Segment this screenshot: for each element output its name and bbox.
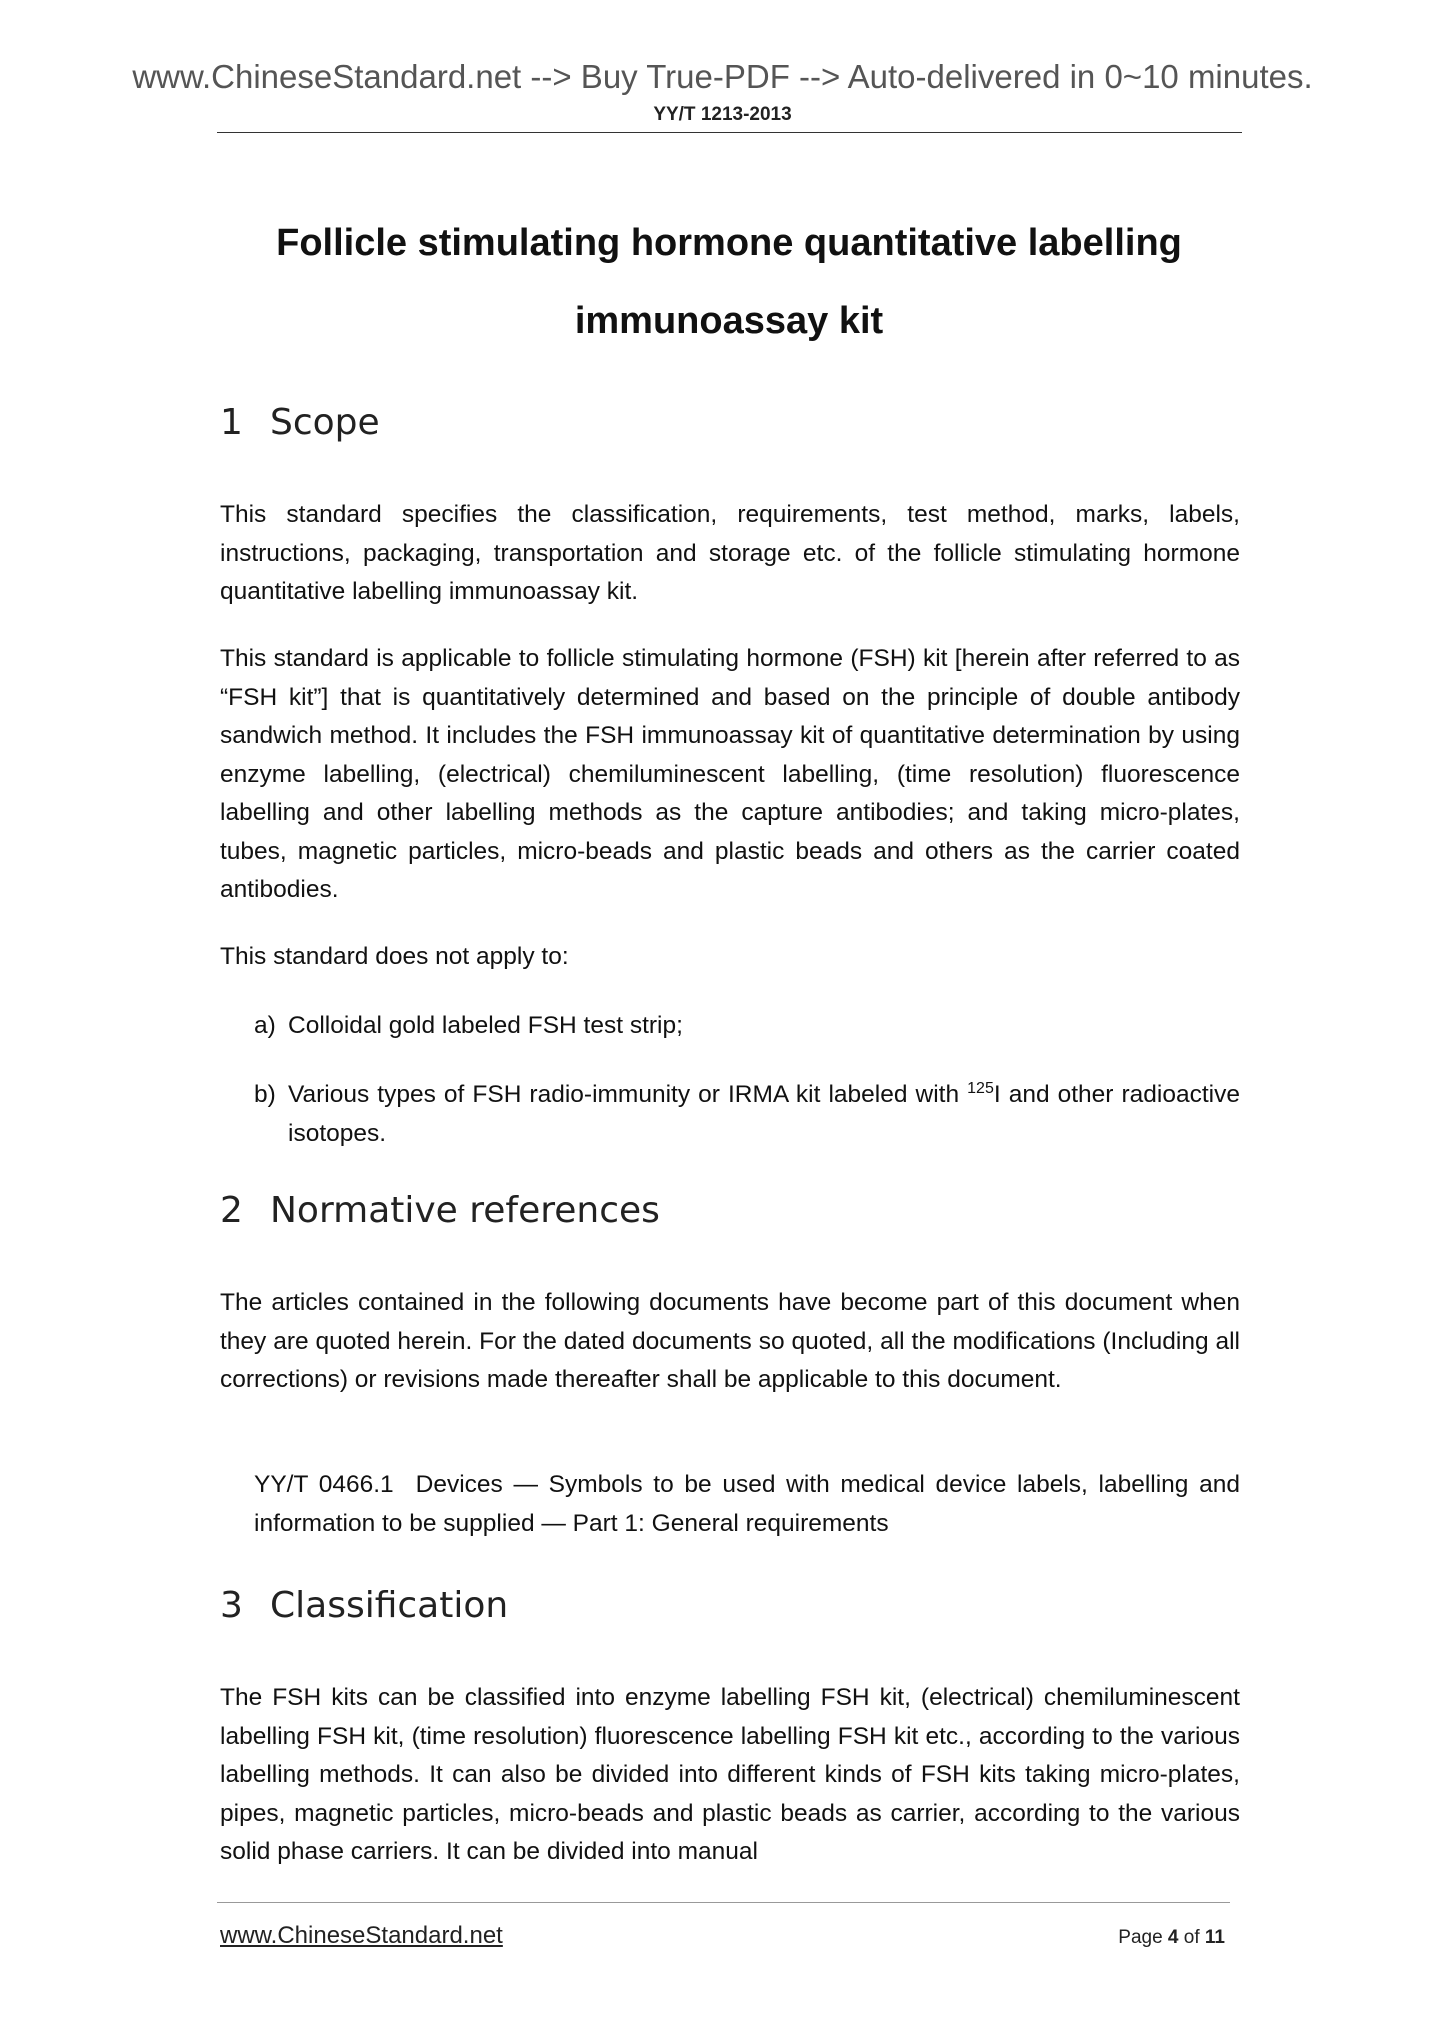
list-item-text [254, 1076, 1240, 1153]
isotope-superscript: 125 [967, 1079, 994, 1097]
list-marker: a) [254, 1012, 276, 1039]
references-paragraph: The articles contained in the following documents have become part of this document when they are quoted herein. For the dated documents so quoted, all the modifications (Including all corrections) or revisions made thereafter shall be applicable to this document. [220, 1289, 1240, 1393]
page-number [1118, 1927, 1225, 1949]
section-2-number: 2 [220, 1190, 243, 1231]
standard-code: YY/T 1213-2013 [653, 104, 792, 125]
item-b-text-pre: Various types of FSH radio-immunity or IRMA kit labeled with [288, 1081, 968, 1108]
document-title-line-2: immunoassay kit [574, 300, 884, 342]
exclusion-item-b [254, 1076, 1240, 1153]
reference-entry [254, 1466, 1240, 1543]
scope-paragraph-1: This standard specifies the classification, requirements, test method, marks, labels, instructions, packaging, transportation and storage etc. of the follicle stimulating hormone quantitative labelling immunoassay kit. [220, 501, 1240, 605]
item-b-text-post: I and other radioactive isotopes. [288, 1081, 1240, 1147]
section-1-number: 1 [220, 402, 243, 443]
page-prefix: Page [1118, 1927, 1168, 1948]
scope-paragraph-3: This standard does not apply to: [220, 943, 569, 970]
section-1-heading [220, 402, 380, 443]
section-1-title: Scope [270, 402, 380, 443]
list-item-text: Colloidal gold labeled FSH test strip; [288, 1012, 683, 1039]
section-2-heading [220, 1190, 660, 1231]
classification-paragraph: The FSH kits can be classified into enzyme labelling FSH kit, (electrical) chemiluminescent labelling FSH kit, (time resolution) fluorescence labelling FSH kit etc., according to the various labelling methods. It can also be divided into different kinds of FSH kits taking micro-plates, pipes, magnetic particles, micro-beads and plastic beads as carrier, according to the various solid phase carriers. It can be divided into manual [220, 1684, 1240, 1865]
document-title-line-1: Follicle stimulating hormone quantitative labelling [276, 222, 1182, 264]
page-current: 4 [1167, 1927, 1179, 1948]
reference-title: Devices — Symbols to be used with medical device labels, labelling and information to be supplied — Part 1: General requirements [254, 1471, 1240, 1537]
header-divider [217, 132, 1242, 133]
list-marker: b) [254, 1081, 276, 1108]
section-3-number: 3 [220, 1585, 243, 1626]
footer-divider [217, 1902, 1230, 1903]
page-total: 11 [1204, 1927, 1225, 1948]
reference-code: YY/T 0466.1 [254, 1471, 394, 1498]
section-3-title: Classification [270, 1585, 509, 1626]
section-2-title: Normative references [270, 1190, 660, 1231]
footer-website-link[interactable]: www.ChineseStandard.net [220, 1922, 503, 1949]
page-mid: of [1178, 1927, 1205, 1948]
header-banner: www.ChineseStandard.net --> Buy True-PDF --> Auto-delivered in 0~10 minutes. [132, 58, 1313, 95]
scope-paragraph-2: This standard is applicable to follicle stimulating hormone (FSH) kit [herein after referred to as “FSH kit”] that is quantitatively determined and based on the principle of double antibody sandwich method. It includes the FSH immunoassay kit of quantitative determination by using enzyme labelling, (electrical) chemiluminescent labelling, (time resolution) fluorescence labelling and other labelling methods as the capture antibodies; and taking micro-plates, tubes, magnetic particles, micro-beads and plastic beads and others as the carrier coated antibodies. [220, 645, 1240, 903]
exclusion-item-a [254, 1007, 1240, 1046]
section-3-heading [220, 1585, 508, 1626]
